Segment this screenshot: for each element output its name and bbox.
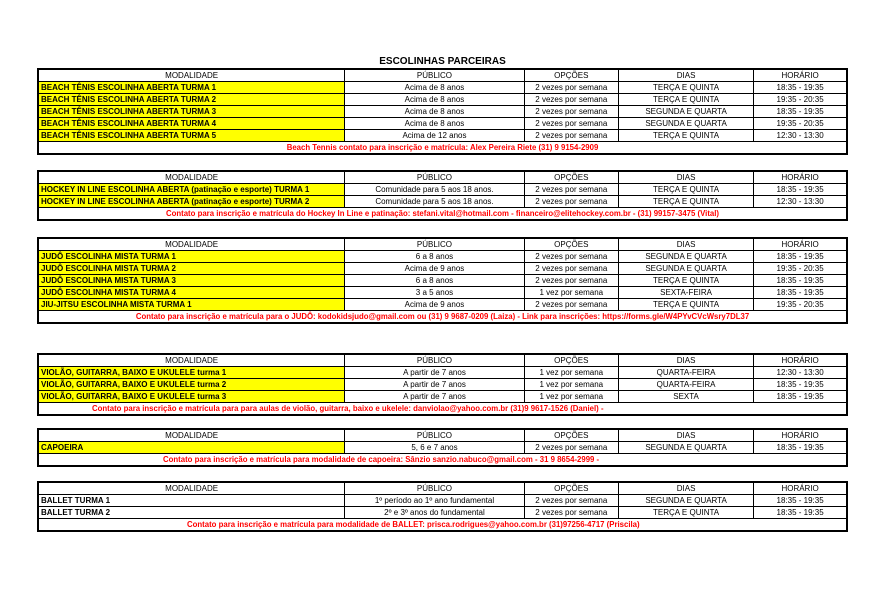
cell-horario: 19:35 - 20:35 xyxy=(754,299,847,311)
column-header-publico: PÚBLICO xyxy=(345,482,524,495)
cell-horario: 18:35 - 19:35 xyxy=(754,184,847,196)
table-row xyxy=(38,287,847,299)
contact-row xyxy=(38,311,847,324)
cell-modalidade: BEACH TÊNIS ESCOLINHA ABERTA TURMA 2 xyxy=(38,94,345,106)
cell-horario: 18:35 - 19:35 xyxy=(754,82,847,94)
table-hockey-in-line xyxy=(37,170,848,221)
contact-row xyxy=(38,142,847,155)
cell-dias: SEGUNDA E QUARTA xyxy=(618,106,753,118)
contact-text: Beach Tennis contato para inscrição e matrícula: Alex Pereira Riete (31) 9 9154-2909 xyxy=(286,143,599,152)
cell-modalidade: BALLET TURMA 2 xyxy=(38,507,345,519)
cell-opcoes: 2 vezes por semana xyxy=(524,184,618,196)
table-row xyxy=(38,251,847,263)
column-header-publico: PÚBLICO xyxy=(345,171,524,184)
cell-horario: 12:30 - 13:30 xyxy=(754,367,847,379)
column-header-opcoes: OPÇÕES xyxy=(524,69,618,82)
cell-dias: TERÇA E QUINTA xyxy=(618,94,753,106)
cell-opcoes: 2 vezes por semana xyxy=(524,495,618,507)
cell-horario: 18:35 - 19:35 xyxy=(754,442,847,454)
column-header-dias: DIAS xyxy=(618,69,753,82)
cell-publico: 2º e 3º anos do fundamental xyxy=(345,507,524,519)
cell-dias: TERÇA E QUINTA xyxy=(618,130,753,142)
cell-dias: TERÇA E QUINTA xyxy=(618,507,753,519)
cell-horario: 18:35 - 19:35 xyxy=(754,275,847,287)
cell-publico: A partir de 7 anos xyxy=(345,367,524,379)
column-header-horario: HORÁRIO xyxy=(754,171,847,184)
cell-publico: Acima de 8 anos xyxy=(345,82,524,94)
column-header-horario: HORÁRIO xyxy=(754,238,847,251)
contact-text: Contato para inscrição e matrícula para modalidade de capoeira: Sânzio sanzio.nabuco@gmail.com - 31 9 8654-2999 - xyxy=(163,455,600,464)
cell-publico: 5, 6 e 7 anos xyxy=(345,442,524,454)
cell-dias: SEGUNDA E QUARTA xyxy=(618,263,753,275)
table-row xyxy=(38,94,847,106)
cell-opcoes: 1 vez por semana xyxy=(524,379,618,391)
cell-horario: 19:35 - 20:35 xyxy=(754,263,847,275)
header-row xyxy=(38,429,847,442)
column-header-dias: DIAS xyxy=(618,171,753,184)
table-row xyxy=(38,507,847,519)
cell-horario: 18:35 - 19:35 xyxy=(754,106,847,118)
table-capoeira xyxy=(37,428,848,467)
cell-horario: 19:35 - 20:35 xyxy=(754,94,847,106)
cell-modalidade: BEACH TÊNIS ESCOLINHA ABERTA TURMA 5 xyxy=(38,130,345,142)
column-header-modalidade: MODALIDADE xyxy=(38,238,345,251)
cell-dias: TERÇA E QUINTA xyxy=(618,184,753,196)
cell-dias: SEGUNDA E QUARTA xyxy=(618,442,753,454)
cell-dias: SEGUNDA E QUARTA xyxy=(618,251,753,263)
header-row xyxy=(38,482,847,495)
contact-row xyxy=(38,454,847,467)
header-row xyxy=(38,238,847,251)
column-header-opcoes: OPÇÕES xyxy=(524,171,618,184)
cell-opcoes: 2 vezes por semana xyxy=(524,118,618,130)
cell-opcoes: 2 vezes por semana xyxy=(524,94,618,106)
cell-publico: 3 a 5 anos xyxy=(345,287,524,299)
column-header-horario: HORÁRIO xyxy=(754,69,847,82)
cell-dias: SEXTA-FEIRA xyxy=(618,287,753,299)
column-header-modalidade: MODALIDADE xyxy=(38,354,345,367)
cell-opcoes: 2 vezes por semana xyxy=(524,251,618,263)
cell-opcoes: 1 vez por semana xyxy=(524,287,618,299)
cell-opcoes: 2 vezes por semana xyxy=(524,196,618,208)
table-ballet xyxy=(37,481,848,532)
cell-modalidade: JUDÔ ESCOLINHA MISTA TURMA 2 xyxy=(38,263,345,275)
cell-modalidade: VIOLÃO, GUITARRA, BAIXO E UKULELE turma 1 xyxy=(38,367,345,379)
table-beach-tenis xyxy=(37,68,848,155)
cell-modalidade: BEACH TÊNIS ESCOLINHA ABERTA TURMA 4 xyxy=(38,118,345,130)
cell-dias: TERÇA E QUINTA xyxy=(618,275,753,287)
column-header-publico: PÚBLICO xyxy=(345,354,524,367)
cell-publico: 6 a 8 anos xyxy=(345,251,524,263)
cell-publico: Acima de 9 anos xyxy=(345,263,524,275)
cell-modalidade: JUDÔ ESCOLINHA MISTA TURMA 4 xyxy=(38,287,345,299)
column-header-publico: PÚBLICO xyxy=(345,69,524,82)
cell-dias: TERÇA E QUINTA xyxy=(618,299,753,311)
cell-horario: 12:30 - 13:30 xyxy=(754,130,847,142)
cell-modalidade: JIU-JITSU ESCOLINHA MISTA TURMA 1 xyxy=(38,299,345,311)
column-header-horario: HORÁRIO xyxy=(754,429,847,442)
cell-opcoes: 2 vezes por semana xyxy=(524,106,618,118)
cell-dias: TERÇA E QUINTA xyxy=(618,82,753,94)
cell-publico: Acima de 8 anos xyxy=(345,94,524,106)
cell-modalidade: BALLET TURMA 1 xyxy=(38,495,345,507)
cell-dias: SEGUNDA E QUARTA xyxy=(618,118,753,130)
cell-horario: 18:35 - 19:35 xyxy=(754,379,847,391)
cell-publico: Comunidade para 5 aos 18 anos. xyxy=(345,184,524,196)
contact-note xyxy=(38,519,847,532)
table-row xyxy=(38,391,847,403)
cell-opcoes: 2 vezes por semana xyxy=(524,275,618,287)
cell-opcoes: 2 vezes por semana xyxy=(524,442,618,454)
header-row xyxy=(38,354,847,367)
cell-horario: 18:35 - 19:35 xyxy=(754,251,847,263)
cell-opcoes: 2 vezes por semana xyxy=(524,263,618,275)
cell-modalidade: HOCKEY IN LINE ESCOLINHA ABERTA (patinação e esporte) TURMA 2 xyxy=(38,196,345,208)
cell-modalidade: JUDÔ ESCOLINHA MISTA TURMA 3 xyxy=(38,275,345,287)
column-header-modalidade: MODALIDADE xyxy=(38,69,345,82)
cell-publico: Acima de 12 anos xyxy=(345,130,524,142)
table-row xyxy=(38,442,847,454)
table-row xyxy=(38,379,847,391)
cell-publico: Comunidade para 5 aos 18 anos. xyxy=(345,196,524,208)
contact-note xyxy=(38,208,847,221)
cell-dias: TERÇA E QUINTA xyxy=(618,196,753,208)
cell-publico: A partir de 7 anos xyxy=(345,379,524,391)
table-violao-guitarra-baixo-ukulele xyxy=(37,353,848,416)
cell-opcoes: 2 vezes por semana xyxy=(524,299,618,311)
cell-dias: QUARTA-FEIRA xyxy=(618,367,753,379)
table-row xyxy=(38,82,847,94)
cell-publico: A partir de 7 anos xyxy=(345,391,524,403)
column-header-horario: HORÁRIO xyxy=(754,482,847,495)
column-header-dias: DIAS xyxy=(618,482,753,495)
contact-text: Contato para inscrição e matrícula para para aulas de violão, guitarra, baixo e ukelele: danviolao@yahoo.com.br (31)9 9617-1526 (Daniel) - xyxy=(92,404,604,413)
cell-opcoes: 2 vezes por semana xyxy=(524,130,618,142)
column-header-dias: DIAS xyxy=(618,238,753,251)
contact-row xyxy=(38,519,847,532)
cell-dias: QUARTA-FEIRA xyxy=(618,379,753,391)
cell-opcoes: 1 vez por semana xyxy=(524,391,618,403)
cell-opcoes: 2 vezes por semana xyxy=(524,82,618,94)
table-row xyxy=(38,106,847,118)
column-header-modalidade: MODALIDADE xyxy=(38,171,345,184)
cell-opcoes: 2 vezes por semana xyxy=(524,507,618,519)
contact-note xyxy=(38,311,847,324)
column-header-dias: DIAS xyxy=(618,429,753,442)
table-row xyxy=(38,118,847,130)
table-row xyxy=(38,196,847,208)
cell-modalidade: CAPOEIRA xyxy=(38,442,345,454)
column-header-horario: HORÁRIO xyxy=(754,354,847,367)
cell-publico: Acima de 8 anos xyxy=(345,106,524,118)
cell-modalidade: HOCKEY IN LINE ESCOLINHA ABERTA (patinação e esporte) TURMA 1 xyxy=(38,184,345,196)
cell-horario: 19:35 - 20:35 xyxy=(754,118,847,130)
table-row xyxy=(38,367,847,379)
cell-publico: Acima de 9 anos xyxy=(345,299,524,311)
cell-modalidade: VIOLÃO, GUITARRA, BAIXO E UKULELE turma 2 xyxy=(38,379,345,391)
contact-note xyxy=(38,403,847,416)
cell-opcoes: 1 vez por semana xyxy=(524,367,618,379)
column-header-opcoes: OPÇÕES xyxy=(524,354,618,367)
cell-horario: 18:35 - 19:35 xyxy=(754,391,847,403)
cell-modalidade: BEACH TÊNIS ESCOLINHA ABERTA TURMA 3 xyxy=(38,106,345,118)
table-row xyxy=(38,263,847,275)
header-row xyxy=(38,171,847,184)
table-row xyxy=(38,299,847,311)
cell-modalidade: VIOLÃO, GUITARRA, BAIXO E UKULELE turma 3 xyxy=(38,391,345,403)
contact-note xyxy=(38,142,847,155)
cell-modalidade: JUDÔ ESCOLINHA MISTA TURMA 1 xyxy=(38,251,345,263)
contact-text: Contato para inscrição e matrícula do Hockey In Line e patinação: stefani.vital@hotmail.com - financeiro@elitehockey.com.br - (31) 99157-3475 (Vital) xyxy=(165,209,720,218)
contact-note xyxy=(38,454,847,467)
cell-horario: 18:35 - 19:35 xyxy=(754,507,847,519)
page-title: ESCOLINHAS PARCEIRAS xyxy=(379,56,506,67)
table-row xyxy=(38,184,847,196)
cell-publico: 6 a 8 anos xyxy=(345,275,524,287)
column-header-modalidade: MODALIDADE xyxy=(38,429,345,442)
column-header-opcoes: OPÇÕES xyxy=(524,482,618,495)
tables-container xyxy=(37,68,870,532)
header-row xyxy=(38,69,847,82)
column-header-publico: PÚBLICO xyxy=(345,238,524,251)
table-row xyxy=(38,495,847,507)
cell-dias: SEGUNDA E QUARTA xyxy=(618,495,753,507)
column-header-modalidade: MODALIDADE xyxy=(38,482,345,495)
contact-text: Contato para inscrição e matrícula para o JUDÔ: kodokidsjudo@gmail.com ou (31) 9 9687-0209 (Laiza) - Link para inscrições: https://forms.gle/W4PYvCVcWsry7DL37 xyxy=(135,312,750,321)
cell-modalidade: BEACH TÊNIS ESCOLINHA ABERTA TURMA 1 xyxy=(38,82,345,94)
table-row xyxy=(38,275,847,287)
column-header-opcoes: OPÇÕES xyxy=(524,429,618,442)
cell-dias: SEXTA xyxy=(618,391,753,403)
cell-horario: 18:35 - 19:35 xyxy=(754,287,847,299)
contact-row xyxy=(38,403,847,416)
table-row xyxy=(38,130,847,142)
column-header-opcoes: OPÇÕES xyxy=(524,238,618,251)
cell-horario: 18:35 - 19:35 xyxy=(754,495,847,507)
column-header-publico: PÚBLICO xyxy=(345,429,524,442)
contact-text: Contato para inscrição e matrícula para modalidade de BALLET: prisca.rodrigues@yahoo.com.br (31)97256-4717 (Priscila) xyxy=(187,520,640,529)
contact-row xyxy=(38,208,847,221)
cell-publico: 1º período ao 1º ano fundamental xyxy=(345,495,524,507)
cell-horario: 12:30 - 13:30 xyxy=(754,196,847,208)
column-header-dias: DIAS xyxy=(618,354,753,367)
table-judo xyxy=(37,237,848,324)
cell-publico: Acima de 8 anos xyxy=(345,118,524,130)
